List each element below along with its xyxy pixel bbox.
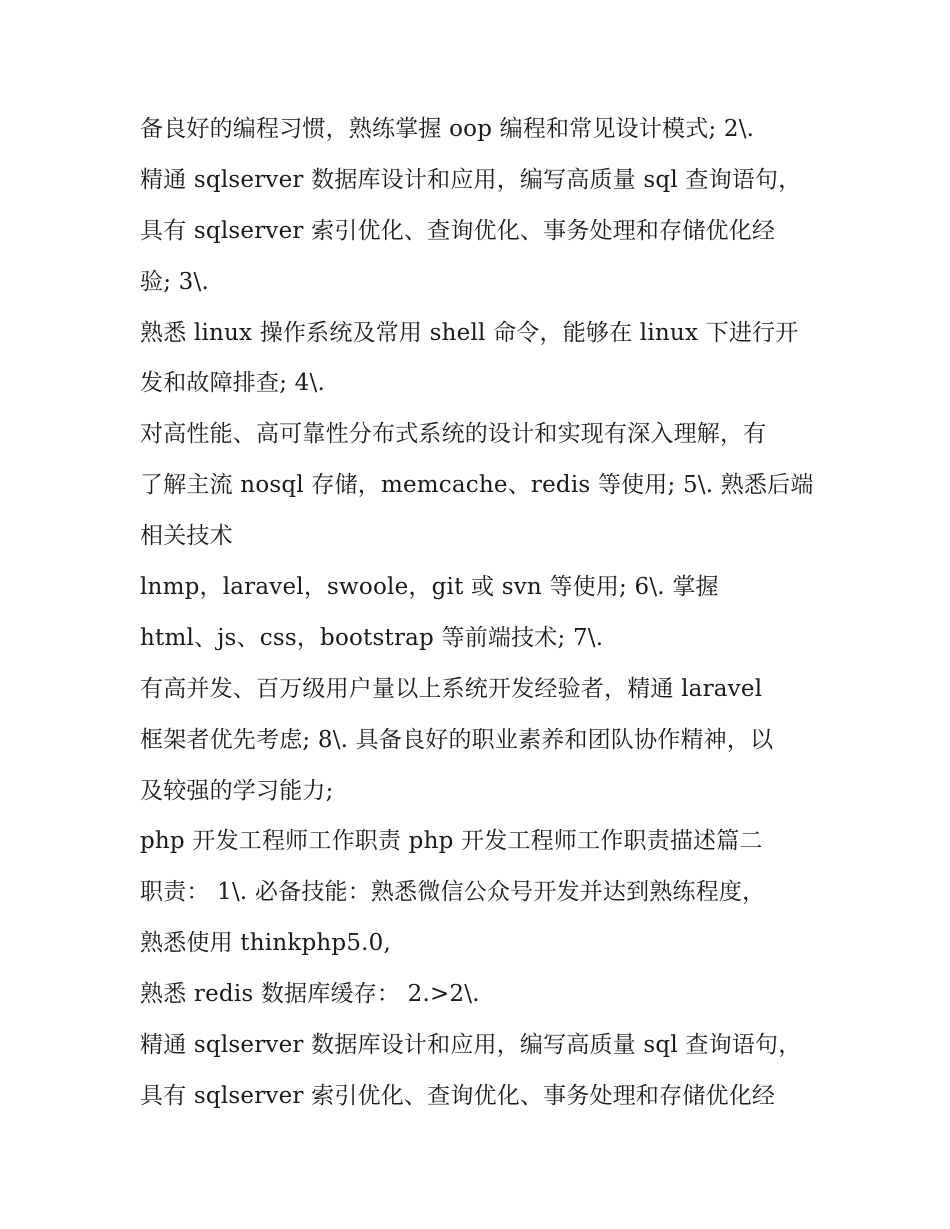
text-line: 对高性能、高可靠性分布式系统的设计和实现有深入理解，有 bbox=[140, 421, 767, 448]
text-line: 具有 sqlserver 索引优化、查询优化、事务处理和存储优化经 bbox=[140, 217, 776, 244]
text-line: html、js、css，bootstrap 等前端技术; 7\. bbox=[140, 624, 604, 651]
text-line: 职责： 1\. 必备技能：熟悉微信公众号开发并达到熟练程度， bbox=[140, 879, 766, 906]
text-line: 备良好的编程习惯，熟练掌握 oop 编程和常见设计模式; 2\. bbox=[140, 116, 755, 142]
text-line: 具有 sqlserver 索引优化、查询优化、事务处理和存储优化经 bbox=[140, 1082, 776, 1109]
text-line: 熟悉 redis 数据库缓存： 2.>2\. bbox=[140, 981, 480, 1008]
text-line: 熟悉 linux 操作系统及常用 shell 命令，能够在 linux 下进行开 bbox=[140, 319, 799, 346]
text-line: 相关技术 bbox=[140, 523, 233, 550]
text-line: 有高并发、百万级用户量以上系统开发经验者，精通 laravel bbox=[140, 675, 763, 702]
text-line: 精通 sqlserver 数据库设计和应用，编写高质量 sql 查询语句， bbox=[140, 166, 802, 193]
document-body bbox=[140, 104, 830, 1122]
text-line: 了解主流 nosql 存储，memcache、redis 等使用; 5\. 熟悉后端 bbox=[140, 472, 814, 499]
text-line: 及较强的学习能力; bbox=[140, 777, 334, 804]
text-line: 精通 sqlserver 数据库设计和应用，编写高质量 sql 查询语句， bbox=[140, 1032, 802, 1059]
text-line: 熟悉使用 thinkphp5.0, bbox=[140, 930, 392, 957]
text-line: 验; 3\. bbox=[140, 268, 209, 295]
text-line: 发和故障排查; 4\. bbox=[140, 370, 325, 397]
text-line: lnmp，laravel，swoole，git 或 svn 等使用; 6\. 掌握 bbox=[140, 574, 719, 601]
text-line: 框架者优先考虑; 8\. 具备良好的职业素养和团队协作精神，以 bbox=[140, 726, 774, 753]
text-line: php 开发工程师工作职责 php 开发工程师工作职责描述篇二 bbox=[140, 828, 763, 855]
